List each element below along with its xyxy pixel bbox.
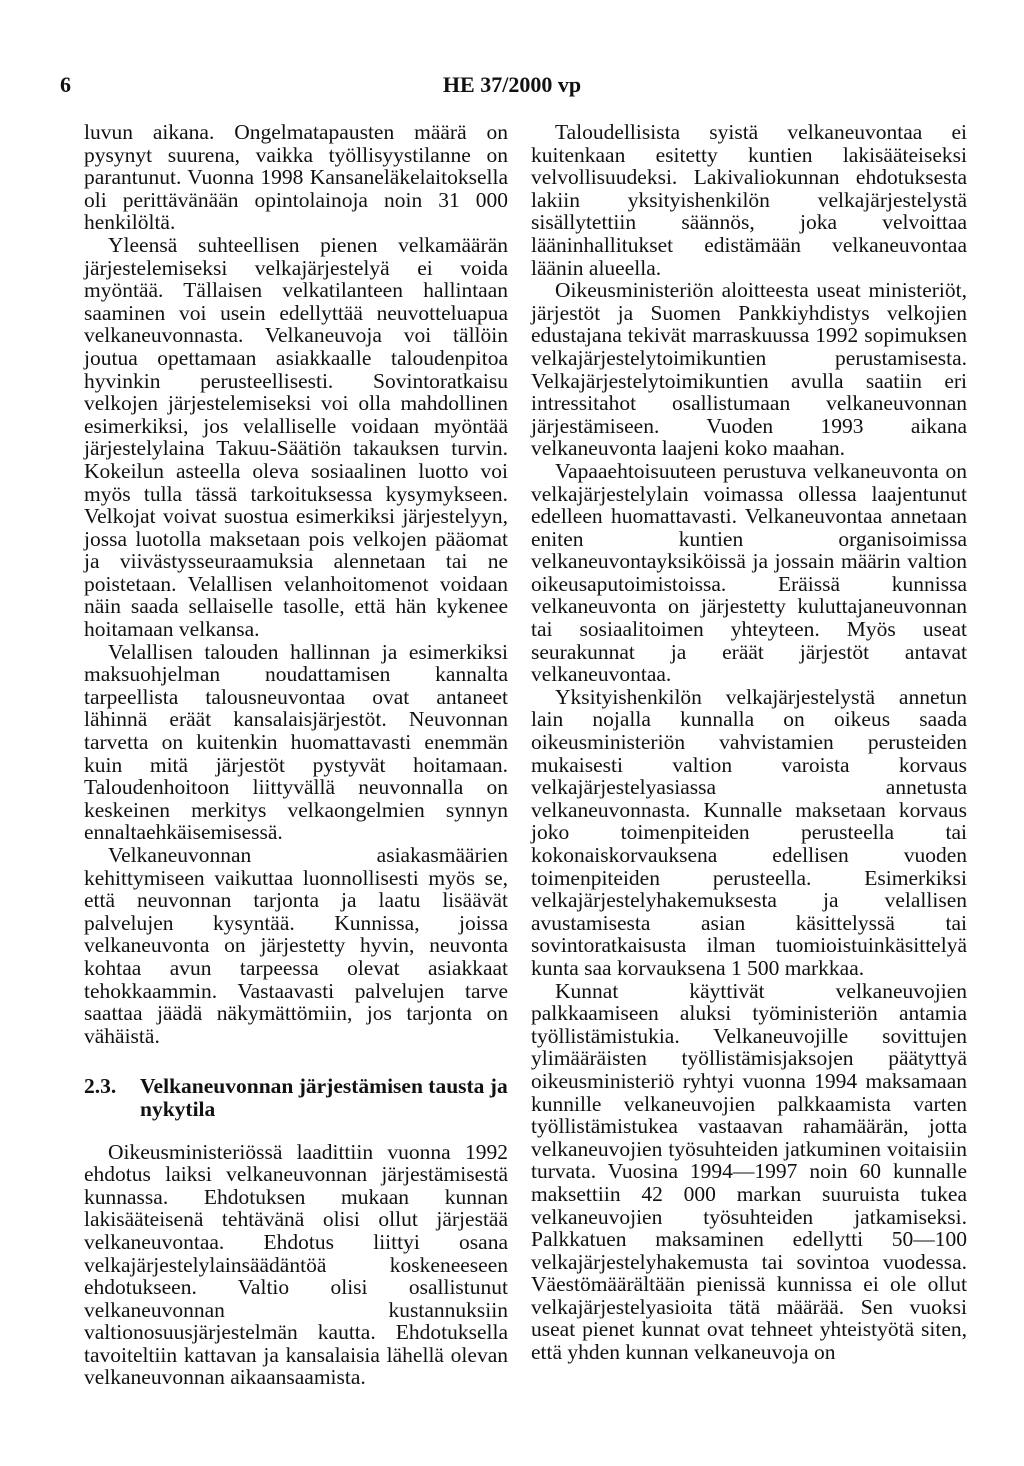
paragraph: Oikeusministeriössä laadittiin vuonna 1992 ehdotus laiksi velkaneuvonnan järjestämisestä kunnassa. Ehdotuksen mukaan kunnan lakisääteisenä tehtävänä olisi ollut järjestää velkaneuvontaa. Ehdotus liittyi osana velkajärjestelylainsäädäntöä koskeneeseen ehdotukseen. Valtio olisi osallistunut velkaneuvonnan kustannuksiin valtionosuusjärjestelmän kautta. Ehdotuksella tavoiteltiin kattavan ja kansalaisia lähellä olevan velkaneuvonnan aikaansaamista. xyxy=(84,1139,508,1390)
section-title: Velkaneuvonnan järjestämisen tausta ja nykytila xyxy=(140,1074,508,1121)
document-id: HE 37/2000 vp xyxy=(442,72,582,97)
paragraph: Taloudellisista syistä velkaneuvontaa ei kuitenkaan esitetty kuntien lakisääteiseksi velvollisuudeksi. Lakivaliokunnan ehdotuksesta lakiin yksityishenkilön velkajärjestelystä sisällytettiin säännös, joka velvoittaa lääninhallitukset edistämään velkaneuvontaa läänin alueella. xyxy=(531,120,967,280)
right-column xyxy=(531,121,967,1364)
paragraph: Vapaaehtoisuuteen perustuva velkaneuvonta on velkajärjestelylain voimassa ollessa laajentunut edelleen huomattavasti. Velkaneuvontaa annetaan eniten kuntien organisoimissa velkaneuvontayksiköissä ja jossain määrin valtion oikeusaputoimistoissa. Eräissä kunnissa velkaneuvonta on järjestetty kuluttajaneuvonnan tai sosiaalitoimen yhteyteen. Myös useat seurakunnat ja eräät järjestöt antavat velkaneuvontaa. xyxy=(531,458,967,687)
left-column xyxy=(84,121,508,1389)
paragraph: Oikeusministeriön aloitteesta useat ministeriöt, järjestöt ja Suomen Pankkiyhdistys velkojien edustajana tekivät marraskuussa 1992 sopimuksen velkajärjestelytoimikuntien perustamisesta. Velkajärjestelytoimikuntien avulla saatiin eri intressitahot osallistumaan velkaneuvonnan järjestämiseen. Vuoden 1993 aikana velkaneuvonta laajeni koko maahan. xyxy=(531,278,967,461)
section-number: 2.3. xyxy=(84,1074,117,1099)
page-number: 6 xyxy=(60,72,71,97)
paragraph: Yksityishenkilön velkajärjestelystä annetun lain nojalla kunnalla on oikeus saada oikeusministeriön vahvistamien perusteiden mukaisesti valtion varoista korvaus velkajärjestelyasiassa annetusta velkaneuvonnasta. Kunnalle maksetaan korvaus joko toimenpiteiden perusteella tai kokonaiskorvauksena edellisen vuoden toimenpiteiden perusteella. Esimerkiksi velkajärjestelyhakemuksesta ja velallisen avustamisesta asian käsittelyssä tai sovintoratkaisusta ilman tuomioistuinkäsittelyä kunta saa korvauksena 1 500 markkaa. xyxy=(531,684,967,980)
paragraph: luvun aikana. Ongelmatapausten määrä on pysynyt suurena, vaikka työllisyystilanne on parantunut. Vuonna 1998 Kansaneläkelaitoksella oli perittävänään opintolainoja noin 31 000 henkilöltä. xyxy=(84,120,508,235)
paragraph: Yleensä suhteellisen pienen velkamäärän järjestelemiseksi velkajärjestelyä ei voida myöntää. Tällaisen velkatilanteen hallintaan saaminen voi usein edellyttää neuvotteluapua velkaneuvonnasta. Velkaneuvoja voi tällöin joutua opettamaan asiakkaalle taloudenpitoa hyvinkin perusteellisesti. Sovintoratkaisu velkojen järjestelemiseksi voi olla mahdollinen esimerkiksi, jos velalliselle voidaan myöntää järjestelylaina Takuu-Säätiön takauksen turvin. Kokeilun asteella oleva sosiaalinen luotto voi myös tulla tässä tarkoituksessa kysymykseen. Velkojat voivat suostua esimerkiksi järjestelyyn, jossa luotolla maksetaan pois velkojen pääomat ja viivästysseuraamuksia alennetaan tai ne poistetaan. Velallisen velanhoitomenot voidaan näin saada sellaiselle tasolle, että hän kykenee hoitamaan velkansa. xyxy=(84,232,508,642)
paragraph: Velkaneuvonnan asiakasmäärien kehittymiseen vaikuttaa luonnollisesti myös se, että neuvonnan tarjonta ja laatu lisäävät palvelujen kysyntää. Kunnissa, joissa velkaneuvonta on järjestetty hyvin, neuvonta kohtaa avun tarpeessa olevat asiakkaat tehokkaammin. Vastaavasti palvelujen tarve saattaa jäädä näkymättömiin, jos tarjonta on vähäistä. xyxy=(84,843,508,1048)
paragraph: Kunnat käyttivät velkaneuvojien palkkaamiseen aluksi työministeriön antamia työllistämistukia. Velkaneuvojille sovittujen ylimääräisten työllistämisjaksojen päätyttyä oikeusministeriö ryhtyi vuonna 1994 maksamaan kunnille velkaneuvojien palkkaamista varten työllistämistukea vastaavan rahamäärän, jotta velkaneuvojien työsuhteiden jatkuminen voitaisiin turvata. Vuosina 1994—1997 noin 60 kunnalle maksettiin 42 000 markan suuruista tukea velkaneuvojien työsuhteiden jatkamiseksi. Palkkatuen maksaminen edellytti 50—100 velkajärjestelyhakemusta tai sovintoa vuodessa. Väestömäärältään pienissä kunnissa ei ole ollut velkajärjestelyasioita tätä määrää. Sen vuoksi useat pienet kunnat ovat tehneet yhteistyötä siten, että yhden kunnan velkaneuvoja on xyxy=(531,978,967,1365)
paragraph: Velallisen talouden hallinnan ja esimerkiksi maksuohjelman noudattamisen kannalta tarpeellista talousneuvontaa ovat antaneet lähinnä eräät kansalaisjärjestöt. Neuvonnan tarvetta on kuitenkin huomattavasti enemmän kuin mitä järjestöt pystyvät hoitamaan. Taloudenhoitoon liittyvällä neuvonnalla on keskeinen merkitys velkaongelmien synnyn ennaltaehkäisemisessä. xyxy=(84,639,508,845)
section-heading xyxy=(84,1075,508,1120)
